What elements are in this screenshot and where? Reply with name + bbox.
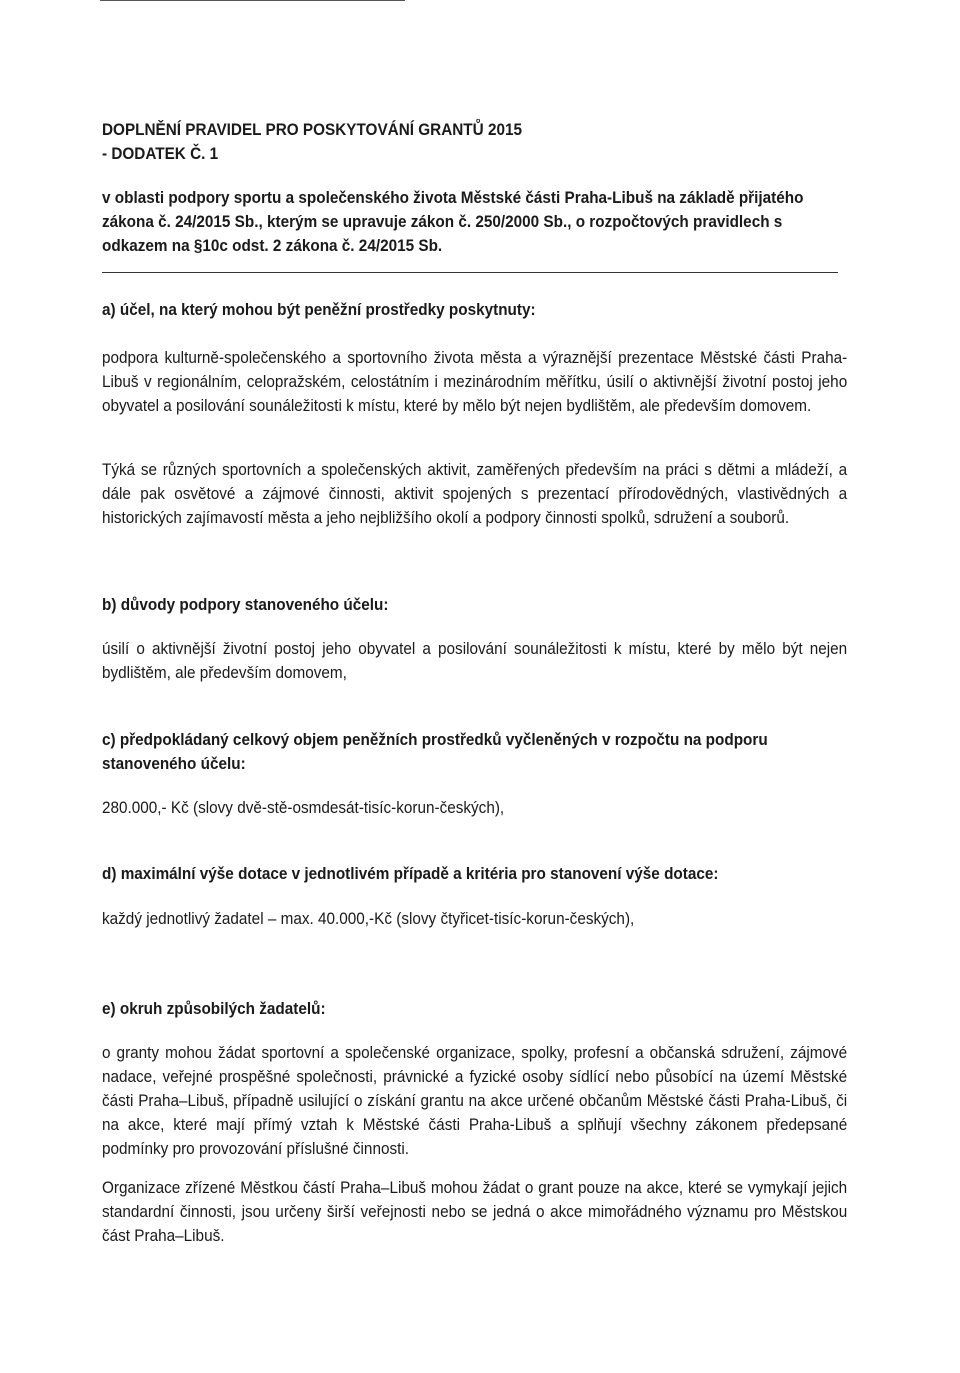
section-c-paragraph: 280.000,- Kč (slovy dvě-stě-osmdesát-tisíc-korun-českých), <box>102 798 505 817</box>
section-a-heading: a) účel, na který mohou být peněžní prostředky poskytnuty: <box>102 300 536 319</box>
document-title <box>102 118 773 166</box>
section-d-heading: d) maximální výše dotace v jednotlivém případě a kritéria pro stanovení výše dotace: <box>102 864 719 883</box>
section-c-heading: c) předpokládaný celkový objem peněžních prostředků vyčleněných v rozpočtu na podporu stanoveného účelu: <box>102 730 768 773</box>
title-line-1: DOPLNĚNÍ PRAVIDEL PRO POSKYTOVÁNÍ GRANTŮ 2015 <box>102 120 522 139</box>
section-a-paragraph-2: Týká se různých sportovních a společenských aktivit, zaměřených především na práci s dětmi a mládeží, a dále pak osvětové a zájmové činnosti, aktivit spojených s prezentací přírodovědných, vlastivědných a historických zajímavostí města a jeho nejbližšího okolí a podpory činnosti spolků, sdružení a souborů. <box>102 460 848 527</box>
section-d-paragraph: každý jednotlivý žadatel – max. 40.000,-Kč (slovy čtyřicet-tisíc-korun-českých), <box>102 909 635 928</box>
section-e-paragraph-1: o granty mohou žádat sportovní a společenské organizace, spolky, profesní a občanská sdružení, zájmové nadace, veřejné prospěšné společnosti, právnické a fyzické osoby sídlící nebo působící na území Městské části Praha–Libuš, případně usilující o získání grantu na akce určené občanům Městské části Praha-Libuš, či na akce, které mají přímý vztah k Městské části Praha-Libuš a splňují všechny zákonem předepsané podmínky pro provozování příslušné činnosti. <box>102 1043 848 1158</box>
section-a-paragraph-1: podpora kulturně-společenského a sportovního života města a výraznější prezentace Městské části Praha-Libuš v regionálním, celopražském, celostátním i mezinárodním měřítku, úsilí o aktivnější životní postoj jeho obyvatel a posilování sounáležitosti k místu, které by mělo být nejen bydlištěm, ale především domovem. <box>102 348 848 415</box>
intro-paragraph: v oblasti podpory sportu a společenského života Městské části Praha-Libuš na základě přijatého zákona č. 24/2015 Sb., kterým se upravuje zákon č. 250/2000 Sb., o rozpočtových pravidlech s odkazem na §10c odst. 2 zákona č. 24/2015 Sb. <box>102 188 804 255</box>
scan-edge-line <box>100 0 405 1</box>
section-b-heading: b) důvody podpory stanoveného účelu: <box>102 595 389 614</box>
section-e-paragraph-2: Organizace zřízené Městkou částí Praha–Libuš mohou žádat o grant pouze na akce, které se vymykají jejich standardní činnosti, jsou určeny širší veřejnosti nebo se jedná o akce mimořádného významu pro Městskou část Praha–Libuš. <box>102 1178 848 1245</box>
title-line-2: - DODATEK Č. 1 <box>102 144 219 163</box>
section-e-heading: e) okruh způsobilých žadatelů: <box>102 999 326 1018</box>
horizontal-divider <box>102 272 838 273</box>
section-b-paragraph: úsilí o aktivnější životní postoj jeho obyvatel a posilování sounáležitosti k místu, které by mělo být nejen bydlištěm, ale především domovem, <box>102 639 848 682</box>
